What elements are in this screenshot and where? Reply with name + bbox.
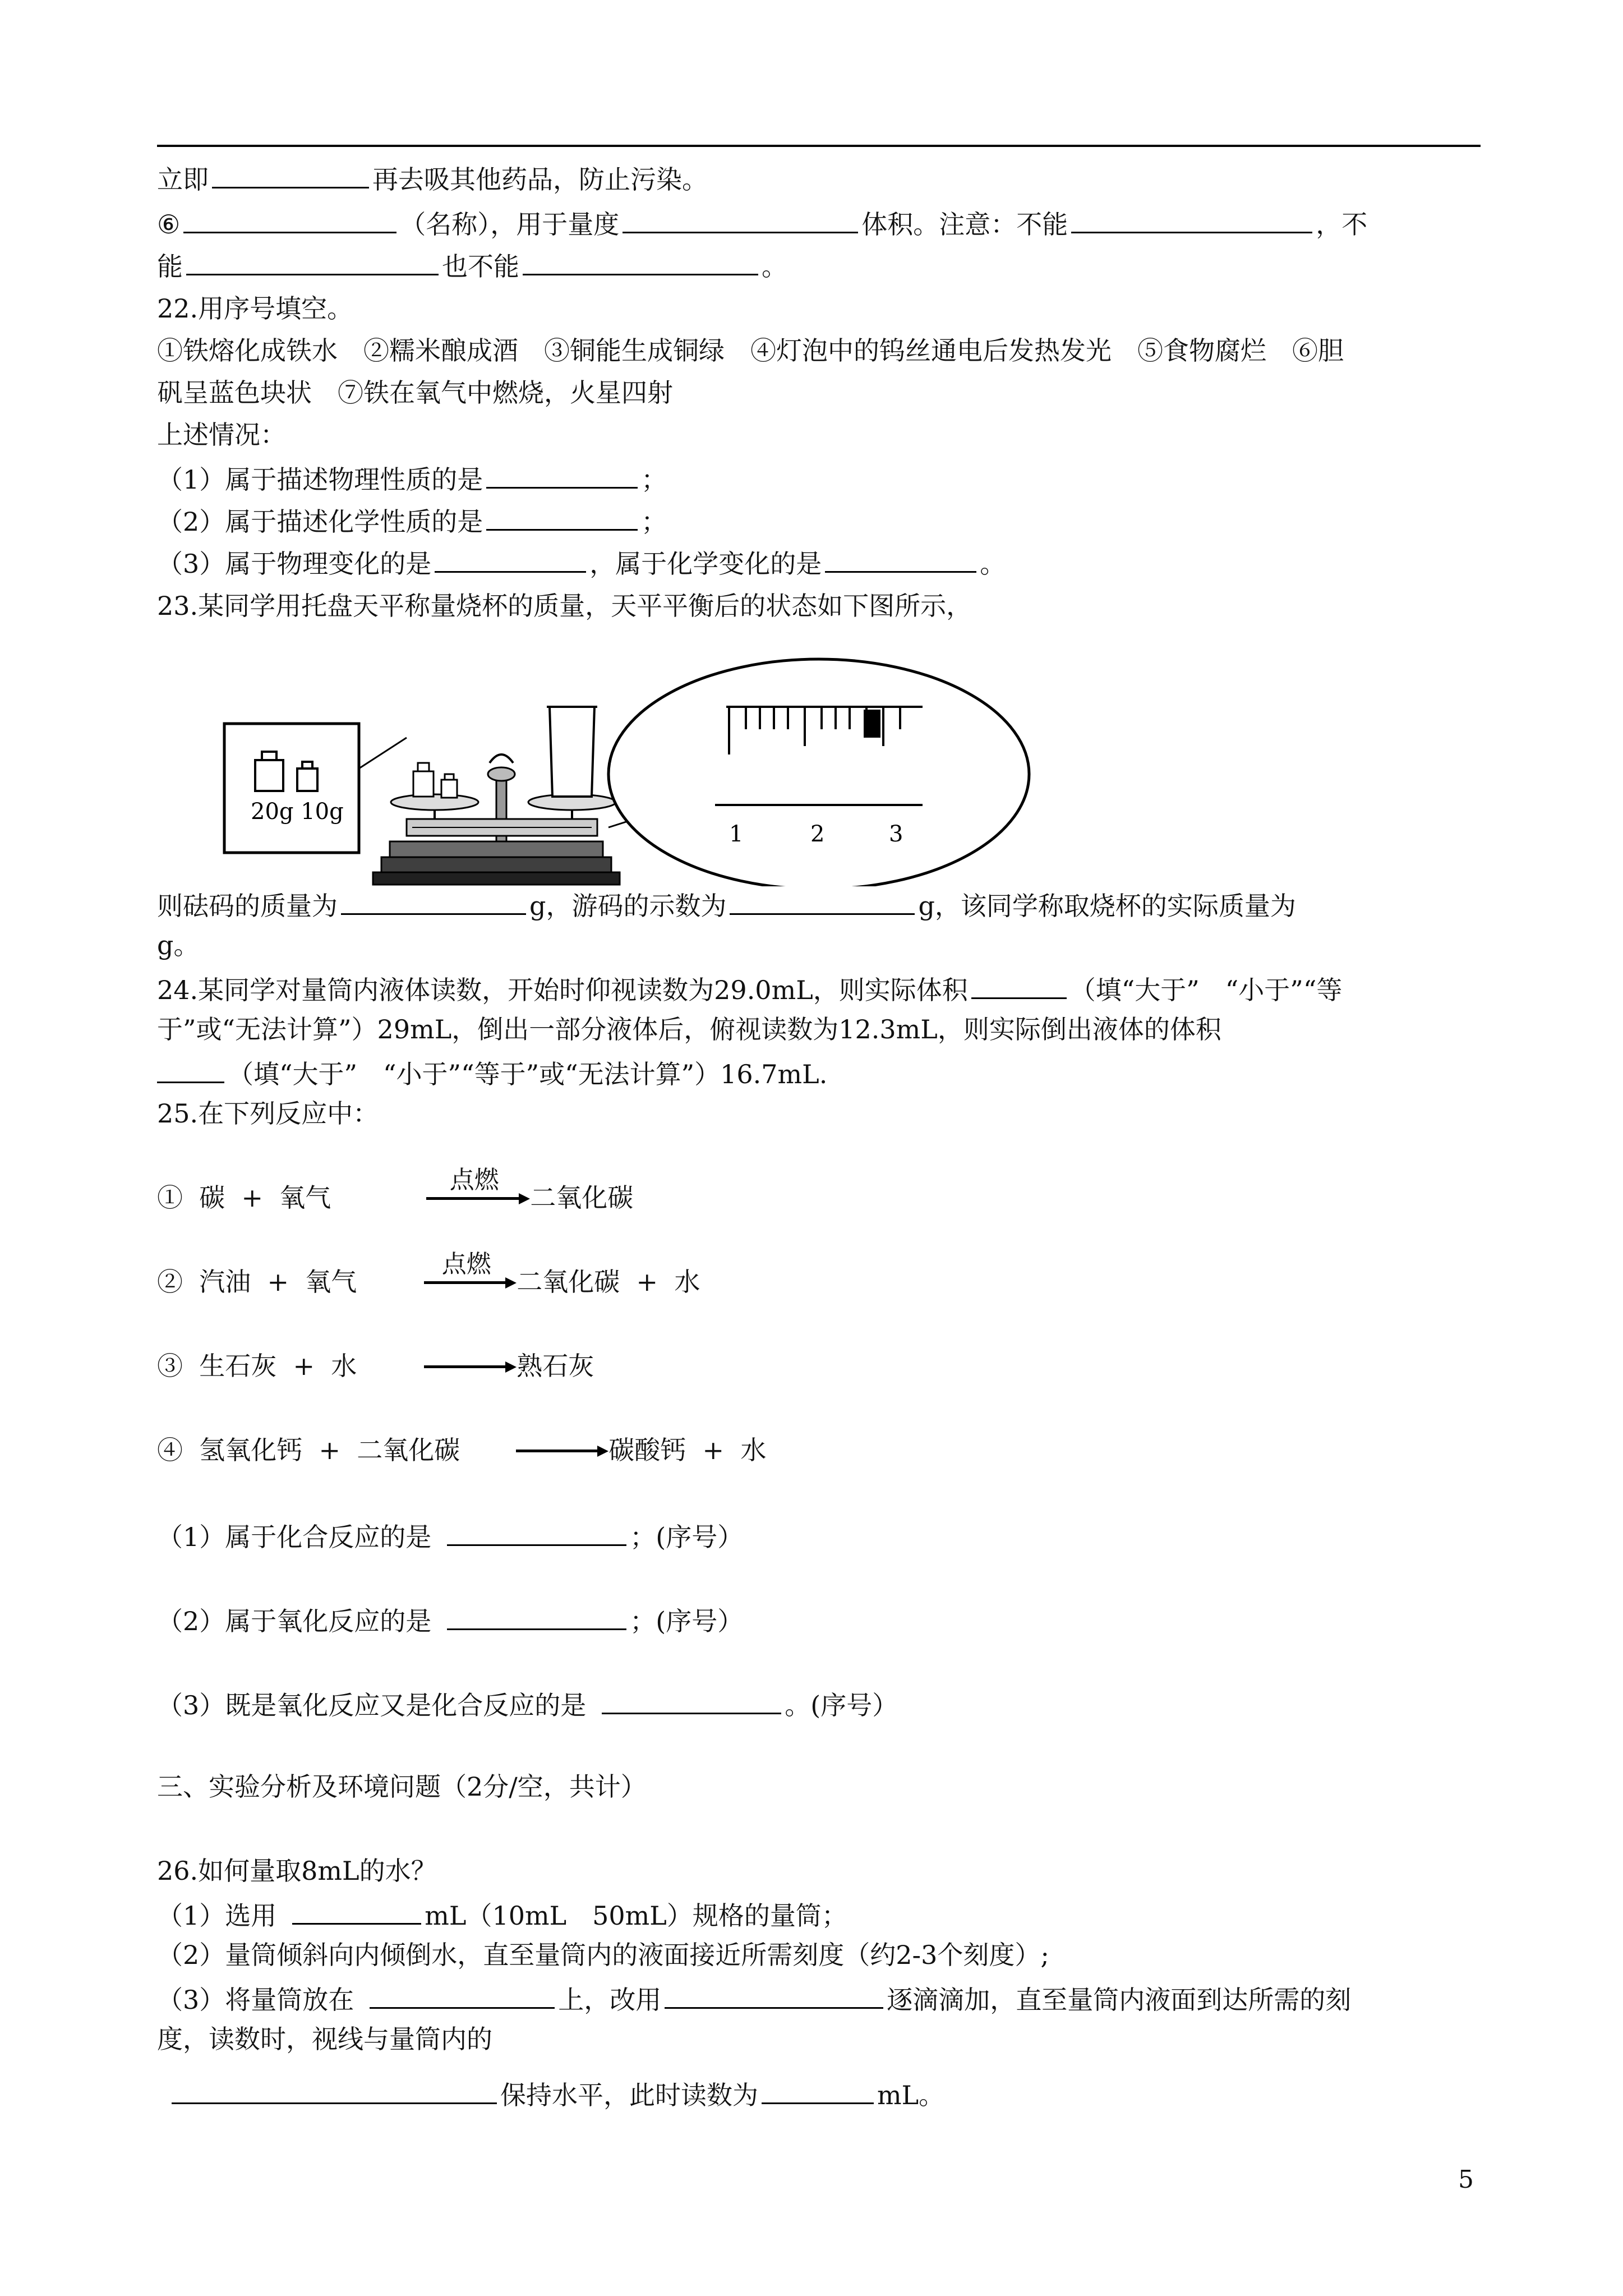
text: 二氧化碳 + 水 xyxy=(517,1267,700,1297)
text: 。 xyxy=(762,251,787,282)
weight-10g-icon xyxy=(297,762,317,791)
q22-part3 xyxy=(157,544,1006,581)
text: ③ 生石灰 + 水 xyxy=(157,1351,357,1381)
text: （1）属于描述物理性质的是 xyxy=(157,464,483,495)
page-number: 5 xyxy=(1458,2165,1474,2194)
text: 二氧化碳 xyxy=(530,1182,634,1213)
text: ； xyxy=(641,464,667,495)
arrow-icon xyxy=(424,1349,517,1375)
scale-tick-1: 1 xyxy=(729,821,744,847)
answer-blank[interactable] xyxy=(447,1602,626,1630)
answer-blank[interactable] xyxy=(341,886,526,915)
text: 也不能 xyxy=(442,251,519,282)
answer-blank[interactable] xyxy=(370,1980,555,2009)
q26-part3 xyxy=(157,1980,1351,2017)
text: ，属于化学变化的是 xyxy=(589,549,822,579)
reaction-1 xyxy=(157,1166,634,1214)
q25-part2 xyxy=(157,1602,743,1638)
text: g，游码的示数为 xyxy=(529,891,727,921)
answer-blank[interactable] xyxy=(665,1980,883,2009)
text: 立即 xyxy=(157,164,209,195)
q26-part1 xyxy=(157,1896,847,1932)
weights-box xyxy=(224,724,359,853)
answer-blank[interactable] xyxy=(435,544,586,573)
q22-title: 22.用序号填空。 xyxy=(157,293,353,324)
scale-tick-2: 2 xyxy=(810,821,825,847)
answer-blank[interactable] xyxy=(1071,205,1312,233)
line-1 xyxy=(157,160,708,196)
text: 保持水平，此时读数为 xyxy=(500,2080,758,2110)
text: 。 xyxy=(980,549,1006,579)
text: （1）属于化合反应的是 xyxy=(157,1522,432,1552)
scale-tick-3: 3 xyxy=(889,821,903,847)
answer-blank[interactable] xyxy=(825,544,976,573)
magnified-scale xyxy=(608,659,1029,886)
q24-line1 xyxy=(157,970,1342,1007)
text: ⑥ xyxy=(157,209,181,240)
line-3 xyxy=(157,247,787,283)
q25-title: 25.在下列反应中： xyxy=(157,1098,379,1129)
answer-blank[interactable] xyxy=(971,970,1067,999)
text: （3）既是氧化反应又是化合反应的是 xyxy=(157,1690,587,1720)
weights-label: 20g 10g xyxy=(251,799,344,825)
q25-part3 xyxy=(157,1686,898,1722)
q26-part2: （2）量筒倾斜向内倾倒水，直至量筒内的液面接近所需刻度（约2-3个刻度）; xyxy=(157,1940,1049,1970)
answer-blank[interactable] xyxy=(623,205,858,233)
weight-20g-icon xyxy=(255,752,283,791)
text: ④ 氢氧化钙 + 二氧化碳 xyxy=(157,1435,460,1465)
q23-title: 23.某同学用托盘天平称量烧杯的质量，天平平衡后的状态如下图所示， xyxy=(157,591,972,621)
answer-blank[interactable] xyxy=(212,160,369,188)
q26-part3-cont: 度，读数时，视线与量筒内的 xyxy=(157,2024,492,2054)
text: 逐滴滴加，直至量筒内液面到达所需的刻 xyxy=(887,1985,1352,2015)
q23-unit: g。 xyxy=(157,930,200,960)
answer-blank[interactable] xyxy=(292,1896,421,1925)
answer-blank[interactable] xyxy=(157,1055,224,1083)
reaction-4 xyxy=(157,1433,766,1467)
arrow-icon xyxy=(516,1433,608,1459)
text: 熟石灰 xyxy=(517,1351,594,1381)
answer-blank[interactable] xyxy=(172,2076,497,2104)
text: （1）选用 xyxy=(157,1901,277,1931)
reaction-condition: 点燃 xyxy=(441,1250,491,1278)
text: 则砝码的质量为 xyxy=(157,891,338,921)
answer-blank[interactable] xyxy=(486,460,638,489)
q22-items-line1: ①铁熔化成铁水 ②糯米酿成酒 ③铜能生成铜绿 ④灯泡中的钨丝通电后发热发光 ⑤食物腐烂 ⑥胆 xyxy=(157,335,1344,366)
balance-base xyxy=(373,841,620,885)
q24-line2: 于”或“无法计算”）29mL，倒出一部分液体后，俯视读数为12.3mL，则实际倒出液体的体积 xyxy=(157,1014,1221,1045)
text: 上，改用 xyxy=(558,1985,662,2015)
text: （3）将量筒放在 xyxy=(157,1985,354,2015)
q24-line3 xyxy=(157,1055,827,1091)
text: 体积。注意：不能 xyxy=(861,209,1068,240)
q23-answer-line xyxy=(157,886,1296,923)
answer-blank[interactable] xyxy=(447,1517,626,1546)
line-2 xyxy=(157,205,1367,241)
answer-blank[interactable] xyxy=(486,502,638,531)
q26-part3-end xyxy=(157,2076,944,2112)
text: 碳酸钙 + 水 xyxy=(608,1435,767,1465)
text: （名称），用于量度 xyxy=(400,209,620,240)
rider-marker xyxy=(864,710,880,738)
text: mL（10mL 50mL）规格的量筒； xyxy=(425,1901,847,1931)
balance-figure xyxy=(222,651,1046,886)
text: （3）属于物理变化的是 xyxy=(157,549,432,579)
arrow-icon xyxy=(424,1250,517,1291)
text: 再去吸其他药品，防止污染。 xyxy=(372,164,708,195)
left-pan xyxy=(391,794,478,810)
text: g，该同学称取烧杯的实际质量为 xyxy=(918,891,1296,921)
section-3-heading: 三、实验分析及环境问题（2分/空，共计） xyxy=(157,1772,647,1802)
text: ① 碳 + 氧气 xyxy=(157,1182,331,1213)
q22-part1 xyxy=(157,460,667,496)
answer-blank[interactable] xyxy=(523,247,758,275)
text: （填“大于” “小于”“等于”或“无法计算”）16.7mL. xyxy=(228,1059,828,1089)
text: ② 汽油 + 氧气 xyxy=(157,1267,357,1297)
reaction-2 xyxy=(157,1250,700,1299)
beaker-icon xyxy=(550,707,594,797)
arrow-icon xyxy=(426,1166,530,1207)
text: mL。 xyxy=(877,2080,945,2110)
answer-blank[interactable] xyxy=(602,1686,781,1714)
text: ； xyxy=(641,507,667,537)
answer-blank[interactable] xyxy=(186,247,439,275)
reaction-condition: 点燃 xyxy=(449,1166,499,1194)
header-rule xyxy=(157,145,1481,147)
q26-title: 26.如何量取8mL的水？ xyxy=(157,1856,437,1886)
answer-blank[interactable] xyxy=(762,2076,874,2104)
text: 24.某同学对量筒内液体读数，开始时仰视读数为29.0mL，则实际体积 xyxy=(157,975,968,1005)
answer-blank[interactable] xyxy=(730,886,915,915)
text: ；(序号） xyxy=(630,1522,744,1552)
reaction-3 xyxy=(157,1349,594,1383)
text: （2）属于描述化学性质的是 xyxy=(157,507,483,537)
q22-part2 xyxy=(157,502,667,539)
q25-part1 xyxy=(157,1517,743,1554)
text: 能 xyxy=(157,251,183,282)
text: ，不 xyxy=(1316,209,1368,240)
text: 。(序号） xyxy=(785,1690,898,1720)
q22-lead: 上述情况： xyxy=(157,420,286,450)
answer-blank[interactable] xyxy=(183,205,396,233)
text: （2）属于氧化反应的是 xyxy=(157,1606,432,1636)
text: ；(序号） xyxy=(630,1606,744,1636)
text: （填“大于” “小于”“等 xyxy=(1069,975,1343,1005)
q22-items-line2: 矾呈蓝色块状 ⑦铁在氧气中燃烧，火星四射 xyxy=(157,378,673,408)
